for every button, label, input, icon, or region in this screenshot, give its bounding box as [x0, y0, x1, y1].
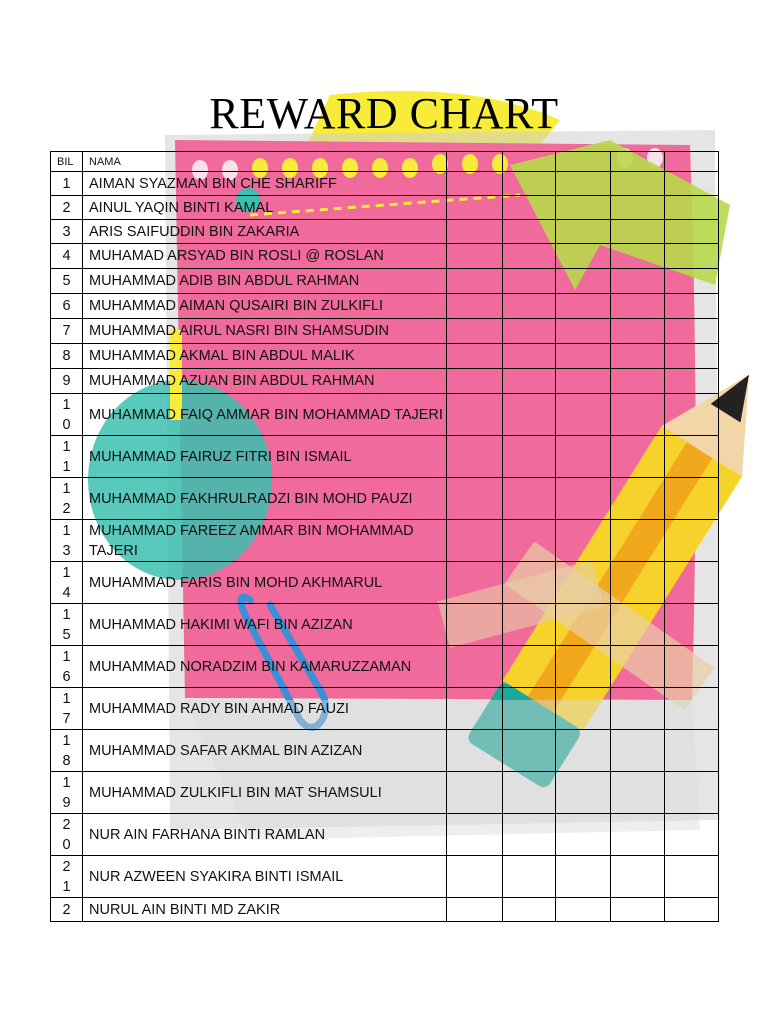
table-row [51, 436, 719, 478]
reward-cell[interactable] [611, 730, 665, 772]
table-row [51, 478, 719, 520]
reward-cell[interactable] [503, 244, 556, 269]
table-row [51, 856, 719, 898]
reward-cell[interactable] [665, 898, 719, 922]
reward-cell[interactable] [665, 220, 719, 244]
reward-cell[interactable] [447, 646, 503, 688]
table-row [51, 196, 719, 220]
reward-cell[interactable] [447, 436, 503, 478]
reward-cell[interactable] [556, 562, 611, 604]
reward-cell[interactable] [611, 814, 665, 856]
header-bil: BIL [51, 152, 83, 172]
reward-cell[interactable] [611, 196, 665, 220]
row-number [51, 898, 83, 922]
row-number [51, 294, 83, 319]
row-number-text: 12 [62, 480, 71, 517]
student-name: AINUL YAQIN BINTI KAMAL [83, 196, 447, 220]
student-name: MUHAMMAD FAKHRULRADZI BIN MOHD PAUZI [83, 478, 447, 520]
table-row [51, 319, 719, 344]
reward-cell[interactable] [556, 269, 611, 294]
reward-cell[interactable] [665, 730, 719, 772]
table-row [51, 562, 719, 604]
reward-cell[interactable] [665, 244, 719, 269]
reward-cell[interactable] [665, 196, 719, 220]
student-name: MUHAMMAD ZULKIFLI BIN MAT SHAMSULI [83, 772, 447, 814]
reward-cell[interactable] [611, 688, 665, 730]
reward-cell[interactable] [447, 319, 503, 344]
reward-cell[interactable] [503, 294, 556, 319]
student-name: MUHAMMAD AIRUL NASRI BIN SHAMSUDIN [83, 319, 447, 344]
reward-cell[interactable] [665, 688, 719, 730]
header-nama: NAMA [83, 152, 447, 172]
reward-cell[interactable] [611, 269, 665, 294]
row-number [51, 436, 83, 478]
reward-cell[interactable] [665, 294, 719, 319]
student-name: MUHAMAD ARSYAD BIN ROSLI @ ROSLAN [83, 244, 447, 269]
reward-cell[interactable] [447, 520, 503, 562]
reward-cell[interactable] [447, 688, 503, 730]
reward-cell[interactable] [665, 604, 719, 646]
reward-cell[interactable] [503, 898, 556, 922]
reward-cell[interactable] [503, 478, 556, 520]
table-row [51, 220, 719, 244]
reward-cell[interactable] [503, 856, 556, 898]
student-name: ARIS SAIFUDDIN BIN ZAKARIA [83, 220, 447, 244]
reward-cell[interactable] [556, 294, 611, 319]
student-name: MUHAMMAD FAREEZ AMMAR BIN MOHAMMAD TAJERI [83, 520, 447, 562]
table-row [51, 814, 719, 856]
row-number-text: 8 [62, 348, 71, 364]
row-number [51, 344, 83, 369]
header-blank [503, 152, 556, 172]
reward-cell[interactable] [665, 646, 719, 688]
table-row [51, 520, 719, 562]
reward-cell[interactable] [556, 344, 611, 369]
reward-cell[interactable] [503, 269, 556, 294]
row-number [51, 730, 83, 772]
reward-cell[interactable] [503, 730, 556, 772]
student-name: MUHAMMAD NORADZIM BIN KAMARUZZAMAN [83, 646, 447, 688]
student-name: MUHAMMAD AZUAN BIN ABDUL RAHMAN [83, 369, 447, 394]
row-number [51, 772, 83, 814]
reward-cell[interactable] [665, 172, 719, 196]
row-number [51, 856, 83, 898]
reward-cell[interactable] [556, 772, 611, 814]
table-row [51, 898, 719, 922]
table-row [51, 730, 719, 772]
reward-cell[interactable] [503, 520, 556, 562]
reward-cell[interactable] [665, 344, 719, 369]
reward-cell[interactable] [503, 220, 556, 244]
reward-cell[interactable] [611, 436, 665, 478]
student-name: MUHAMMAD FAIQ AMMAR BIN MOHAMMAD TAJERI [83, 394, 447, 436]
reward-cell[interactable] [503, 646, 556, 688]
reward-cell[interactable] [611, 772, 665, 814]
row-number-text: 10 [62, 396, 71, 433]
reward-cell[interactable] [447, 172, 503, 196]
reward-cell[interactable] [665, 772, 719, 814]
header-blank [665, 152, 719, 172]
reward-cell[interactable] [556, 172, 611, 196]
row-number [51, 319, 83, 344]
student-name: MUHAMMAD AIMAN QUSAIRI BIN ZULKIFLI [83, 294, 447, 319]
row-number-text: 6 [62, 298, 71, 314]
student-name: MUHAMMAD FAIRUZ FITRI BIN ISMAIL [83, 436, 447, 478]
row-number [51, 604, 83, 646]
reward-cell[interactable] [503, 562, 556, 604]
reward-cell[interactable] [556, 436, 611, 478]
reward-cell[interactable] [447, 562, 503, 604]
reward-cell[interactable] [665, 436, 719, 478]
row-number [51, 269, 83, 294]
table-row [51, 294, 719, 319]
table-row [51, 688, 719, 730]
table-row [51, 604, 719, 646]
table-row [51, 646, 719, 688]
reward-cell[interactable] [556, 646, 611, 688]
row-number-text: 13 [62, 522, 71, 559]
student-name: MUHAMMAD RADY BIN AHMAD FAUZI [83, 688, 447, 730]
reward-cell[interactable] [556, 688, 611, 730]
reward-cell[interactable] [611, 394, 665, 436]
table-row [51, 172, 719, 196]
reward-cell[interactable] [503, 369, 556, 394]
reward-cell[interactable] [556, 394, 611, 436]
reward-cell[interactable] [556, 520, 611, 562]
reward-cell[interactable] [611, 604, 665, 646]
header-blank [556, 152, 611, 172]
reward-cell[interactable] [611, 294, 665, 319]
header-blank [447, 152, 503, 172]
reward-cell[interactable] [665, 369, 719, 394]
row-number-text: 19 [62, 774, 71, 811]
reward-cell[interactable] [447, 196, 503, 220]
page-title: REWARD CHART [209, 89, 559, 138]
reward-cell[interactable] [447, 244, 503, 269]
reward-cell[interactable] [611, 856, 665, 898]
reward-cell[interactable] [447, 856, 503, 898]
row-number [51, 646, 83, 688]
student-name: NUR AIN FARHANA BINTI RAMLAN [83, 814, 447, 856]
row-number-text: 5 [62, 273, 71, 289]
reward-cell[interactable] [447, 898, 503, 922]
reward-cell[interactable] [556, 478, 611, 520]
row-number-text: 16 [62, 648, 71, 685]
table-row [51, 269, 719, 294]
student-name: MUHAMMAD HAKIMI WAFI BIN AZIZAN [83, 604, 447, 646]
row-number-text: 2 [62, 199, 71, 216]
row-number-text: 15 [62, 606, 71, 643]
student-name: MUHAMMAD FARIS BIN MOHD AKHMARUL [83, 562, 447, 604]
reward-cell[interactable] [611, 562, 665, 604]
reward-cell[interactable] [447, 220, 503, 244]
reward-cell[interactable] [611, 898, 665, 922]
reward-cell[interactable] [447, 394, 503, 436]
student-name: MUHAMMAD AKMAL BIN ABDUL MALIK [83, 344, 447, 369]
table-row [51, 772, 719, 814]
row-number [51, 478, 83, 520]
row-number [51, 220, 83, 244]
reward-cell[interactable] [665, 562, 719, 604]
row-number-text: 9 [62, 373, 71, 389]
reward-cell[interactable] [447, 269, 503, 294]
reward-cell[interactable] [556, 604, 611, 646]
student-name: NURUL AIN BINTI MD ZAKIR [83, 898, 447, 922]
row-number-text: 11 [62, 438, 71, 475]
reward-cell[interactable] [503, 196, 556, 220]
reward-cell[interactable] [611, 344, 665, 369]
table-row [51, 394, 719, 436]
table-row [51, 244, 719, 269]
reward-cell[interactable] [503, 772, 556, 814]
reward-cell[interactable] [665, 478, 719, 520]
table-header-row [51, 152, 719, 172]
row-number [51, 562, 83, 604]
reward-cell[interactable] [611, 369, 665, 394]
row-number [51, 814, 83, 856]
reward-cell[interactable] [611, 646, 665, 688]
row-number [51, 520, 83, 562]
student-name: MUHAMMAD ADIB BIN ABDUL RAHMAN [83, 269, 447, 294]
row-number [51, 369, 83, 394]
row-number [51, 688, 83, 730]
row-number [51, 394, 83, 436]
row-number-text: 14 [62, 564, 71, 601]
reward-cell[interactable] [503, 172, 556, 196]
row-number [51, 172, 83, 196]
reward-cell[interactable] [503, 604, 556, 646]
reward-cell[interactable] [556, 369, 611, 394]
reward-cell[interactable] [611, 172, 665, 196]
row-number-text: 17 [62, 690, 71, 727]
reward-cell[interactable] [447, 604, 503, 646]
reward-cell[interactable] [447, 814, 503, 856]
reward-cell[interactable] [665, 814, 719, 856]
row-number-text: 18 [62, 732, 71, 769]
reward-cell[interactable] [665, 394, 719, 436]
student-name: AIMAN SYAZMAN BIN CHE SHARIFF [83, 172, 447, 196]
header-blank [611, 152, 665, 172]
table-row [51, 369, 719, 394]
reward-cell[interactable] [556, 319, 611, 344]
reward-cell[interactable] [503, 394, 556, 436]
reward-cell[interactable] [447, 369, 503, 394]
table-row [51, 344, 719, 369]
student-name: MUHAMMAD SAFAR AKMAL BIN AZIZAN [83, 730, 447, 772]
row-number [51, 244, 83, 269]
reward-cell[interactable] [447, 478, 503, 520]
reward-cell[interactable] [665, 856, 719, 898]
reward-cell[interactable] [556, 730, 611, 772]
reward-cell[interactable] [503, 344, 556, 369]
reward-cell[interactable] [447, 772, 503, 814]
reward-cell[interactable] [556, 856, 611, 898]
reward-table [50, 151, 719, 922]
reward-cell[interactable] [503, 436, 556, 478]
reward-cell[interactable] [665, 319, 719, 344]
reward-cell[interactable] [611, 319, 665, 344]
reward-cell[interactable] [665, 520, 719, 562]
row-number-text: 1 [62, 175, 71, 192]
row-number-text: 21 [62, 858, 71, 895]
row-number-text: 3 [62, 223, 71, 240]
reward-cell[interactable] [611, 244, 665, 269]
reward-cell[interactable] [503, 319, 556, 344]
reward-cell[interactable] [556, 220, 611, 244]
reward-cell[interactable] [503, 814, 556, 856]
row-number-text: 4 [62, 248, 71, 264]
student-name: NUR AZWEEN SYAKIRA BINTI ISMAIL [83, 856, 447, 898]
reward-cell[interactable] [611, 220, 665, 244]
reward-cell[interactable] [503, 688, 556, 730]
reward-cell[interactable] [447, 730, 503, 772]
row-number [51, 196, 83, 220]
row-number-text: 7 [62, 323, 71, 339]
reward-cell[interactable] [611, 520, 665, 562]
reward-cell[interactable] [556, 814, 611, 856]
reward-cell[interactable] [556, 898, 611, 922]
reward-cell[interactable] [447, 344, 503, 369]
reward-cell[interactable] [611, 478, 665, 520]
row-number-text: 2 [62, 901, 71, 918]
reward-cell[interactable] [556, 196, 611, 220]
reward-cell[interactable] [447, 294, 503, 319]
row-number-text: 20 [62, 816, 71, 853]
reward-cell[interactable] [665, 269, 719, 294]
reward-cell[interactable] [556, 244, 611, 269]
